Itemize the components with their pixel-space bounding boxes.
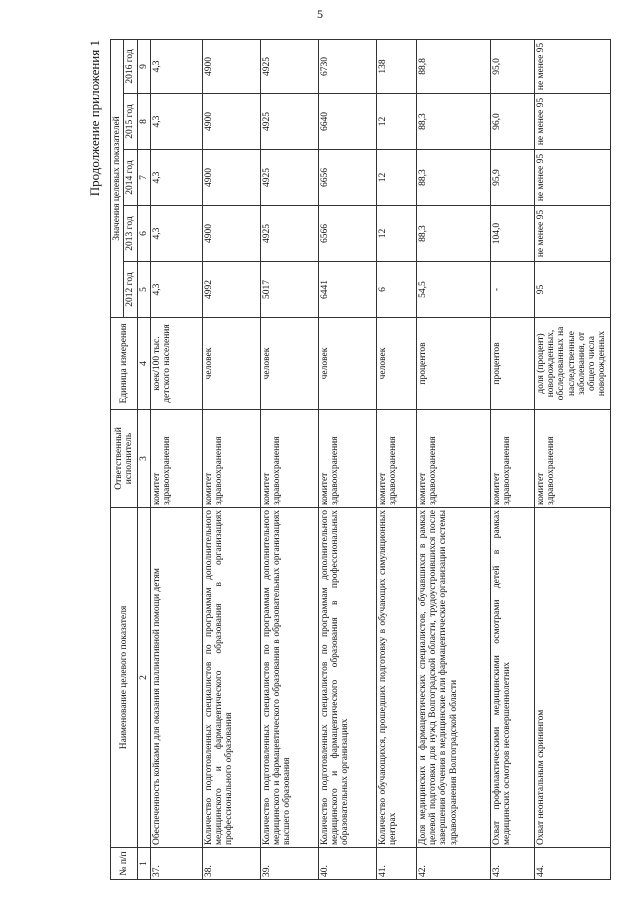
row-number: 43. bbox=[490, 848, 534, 880]
target-indicators-table bbox=[110, 39, 611, 880]
value-2015: 96,0 bbox=[490, 94, 534, 150]
value-2014: не менее 95 bbox=[534, 150, 610, 206]
executor: комитет здравоохранения bbox=[376, 410, 416, 508]
table-row bbox=[376, 39, 416, 879]
value-2016: 6730 bbox=[318, 39, 376, 93]
column-number: 1 bbox=[137, 848, 150, 880]
continuation-caption: Продолжение приложения 1 bbox=[87, 40, 102, 197]
value-2012: 6 bbox=[376, 262, 416, 318]
unit: человек bbox=[202, 318, 260, 410]
column-number: 7 bbox=[137, 150, 150, 206]
value-2013: 4925 bbox=[260, 206, 318, 262]
header-row-1 bbox=[111, 39, 124, 879]
value-2015: 4,3 bbox=[150, 94, 202, 150]
value-2014: 12 bbox=[376, 150, 416, 206]
indicator-name: Доля медицинских и фармацевтических специалистов, обучавшихся в рамках целевой подготовки для нужд Волгоградской области, трудоустроившихся после завершения обучения в медицинские или фармацевтические организации системы здравоохранения Волгоградской области bbox=[416, 508, 490, 848]
value-2016: 95,0 bbox=[490, 39, 534, 93]
indicator-name: Количество подготовленных специалистов по программам дополнительного медицинского и фармацевтического образования в образовательных организациях высшего образования bbox=[260, 508, 318, 848]
row-number: 40. bbox=[318, 848, 376, 880]
header-year: 2012 год bbox=[124, 262, 137, 318]
unit: коек/100 тыс. детского населения bbox=[150, 318, 202, 410]
value-2012: 4992 bbox=[202, 262, 260, 318]
row-number: 44. bbox=[534, 848, 610, 880]
header-name: Наименование целевого показателя bbox=[111, 508, 138, 848]
row-number: 42. bbox=[416, 848, 490, 880]
indicator-name: Количество подготовленных специалистов по программам дополнительного медицинского и фармацевтического образования в организациях профессионального образования bbox=[202, 508, 260, 848]
header-unit: Единица измерения bbox=[111, 318, 138, 410]
row-number: 39. bbox=[260, 848, 318, 880]
value-2016: 4,3 bbox=[150, 39, 202, 93]
value-2015: 12 bbox=[376, 94, 416, 150]
value-2016: 4900 bbox=[202, 39, 260, 93]
unit: процентов bbox=[490, 318, 534, 410]
table-row bbox=[150, 39, 202, 879]
value-2015: 4925 bbox=[260, 94, 318, 150]
value-2016: 4925 bbox=[260, 39, 318, 93]
value-2015: 4900 bbox=[202, 94, 260, 150]
unit: доля (процент) новорожденных, обследованных на наследственные заболевания, от общего числа новорожденных bbox=[534, 318, 610, 410]
value-2012: 5017 bbox=[260, 262, 318, 318]
column-number: 3 bbox=[137, 410, 150, 508]
column-number: 4 bbox=[137, 318, 150, 410]
indicator-name: Количество подготовленных специалистов по программам дополнительного медицинского и фармацевтического образования в профессиональных образовательных организациях bbox=[318, 508, 376, 848]
header-num: № п/п bbox=[111, 848, 138, 880]
value-2014: 4,3 bbox=[150, 150, 202, 206]
executor: комитет здравоохранения bbox=[260, 410, 318, 508]
indicator-name: Охват профилактическими медицинскими осмотрами детей в рамках медицинских осмотров несовершеннолетних bbox=[490, 508, 534, 848]
page-number: 5 bbox=[317, 7, 323, 21]
executor: комитет здравоохранения bbox=[150, 410, 202, 508]
value-2014: 4925 bbox=[260, 150, 318, 206]
value-2016: 138 bbox=[376, 39, 416, 93]
value-2012: 4,3 bbox=[150, 262, 202, 318]
value-2014: 88,3 bbox=[416, 150, 490, 206]
unit: человек bbox=[260, 318, 318, 410]
value-2012: 6441 bbox=[318, 262, 376, 318]
value-2013: 12 bbox=[376, 206, 416, 262]
value-2016: 88,8 bbox=[416, 39, 490, 93]
column-number: 9 bbox=[137, 39, 150, 93]
value-2014: 95,9 bbox=[490, 150, 534, 206]
column-number: 8 bbox=[137, 94, 150, 150]
value-2012: 54,5 bbox=[416, 262, 490, 318]
header-year: 2016 год bbox=[124, 39, 137, 93]
rotated-table-sheet bbox=[75, 40, 608, 880]
value-2013: 6566 bbox=[318, 206, 376, 262]
value-2016: не менее 95 bbox=[534, 39, 610, 93]
column-number-row bbox=[137, 39, 150, 879]
header-year: 2015 год bbox=[124, 94, 137, 150]
header-values-group: Значения целевых показателей bbox=[111, 39, 124, 317]
executor: комитет здравоохранения bbox=[202, 410, 260, 508]
unit: человек bbox=[376, 318, 416, 410]
value-2012: - bbox=[490, 262, 534, 318]
indicator-name: Обеспеченность койками для оказания паллиативной помощи детям bbox=[150, 508, 202, 848]
value-2015: не менее 95 bbox=[534, 94, 610, 150]
table-row bbox=[260, 39, 318, 879]
header-executor: Ответственный исполнитель bbox=[111, 410, 138, 508]
table-row bbox=[318, 39, 376, 879]
row-number: 38. bbox=[202, 848, 260, 880]
row-number: 41. bbox=[376, 848, 416, 880]
executor: комитет здравоохранения bbox=[416, 410, 490, 508]
value-2015: 88,3 bbox=[416, 94, 490, 150]
value-2013: 4,3 bbox=[150, 206, 202, 262]
header-year: 2014 год bbox=[124, 150, 137, 206]
value-2013: не менее 95 bbox=[534, 206, 610, 262]
column-number: 5 bbox=[137, 262, 150, 318]
executor: комитет здравоохранения bbox=[534, 410, 610, 508]
value-2013: 88,3 bbox=[416, 206, 490, 262]
table-row bbox=[490, 39, 534, 879]
column-number: 2 bbox=[137, 508, 150, 848]
table-row bbox=[416, 39, 490, 879]
indicator-name: Охват неонатальным скринингом bbox=[534, 508, 610, 848]
value-2015: 6640 bbox=[318, 94, 376, 150]
table-row bbox=[202, 39, 260, 879]
executor: комитет здравоохранения bbox=[318, 410, 376, 508]
value-2014: 4900 bbox=[202, 150, 260, 206]
row-number: 37. bbox=[150, 848, 202, 880]
value-2014: 6656 bbox=[318, 150, 376, 206]
value-2013: 4900 bbox=[202, 206, 260, 262]
unit: процентов bbox=[416, 318, 490, 410]
executor: комитет здравоохранения bbox=[490, 410, 534, 508]
header-year: 2013 год bbox=[124, 206, 137, 262]
indicator-name: Количество обучающихся, прошедших подготовку в обучающих симуляционных центрах bbox=[376, 508, 416, 848]
column-number: 6 bbox=[137, 206, 150, 262]
table-row bbox=[534, 39, 610, 879]
value-2013: 104,0 bbox=[490, 206, 534, 262]
unit: человек bbox=[318, 318, 376, 410]
value-2012: 95 bbox=[534, 262, 610, 318]
